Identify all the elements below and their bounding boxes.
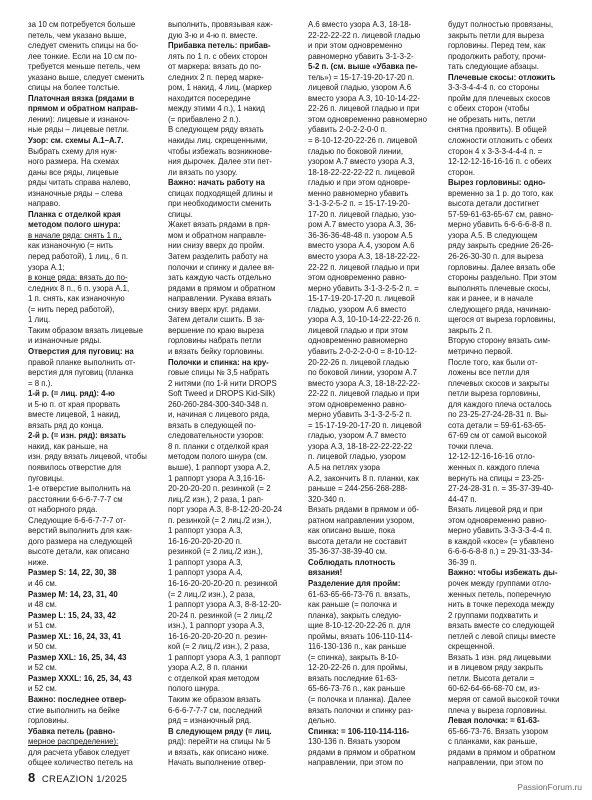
text-line: (= полочка и планка). Далее	[308, 695, 411, 704]
text-line: по 23-25-27-24-28-31 п. Вы-	[448, 410, 549, 420]
text-line: (= спинка), закрыть 8-10-	[308, 652, 399, 662]
text-line: 22-22-22-22 п. лицевой гладью	[308, 30, 421, 40]
text-line: 12-12-12-16-16-16 п. с обеих	[448, 157, 552, 167]
text-line: спицы.	[168, 209, 193, 219]
text-line: Размер XXXL: 16, 25, 34, 43	[28, 673, 132, 683]
text-line: рочек между группами отло-	[448, 578, 552, 588]
text-line: 3-1-3-2-5-2 п. = 15-17-19-20-	[308, 199, 411, 209]
text-line: требуется меньше петель, чем	[28, 62, 141, 72]
text-line: как раньше (= полочка и	[308, 600, 397, 610]
text-line: выше), 1 раппорт узора А.2,	[168, 462, 271, 472]
text-line: узора А.3, 18-18-22-22-22-22	[308, 441, 413, 451]
text-line: п. резинкой (= 2 лиц./2 изн.),	[168, 515, 272, 525]
text-line: для каждого плеча осталось	[448, 399, 552, 409]
text-line: горловины. Далее вязать обе	[448, 262, 556, 272]
text-line: 2 группами подхватить и	[448, 610, 538, 620]
text-line: Убавка петель (равно-	[28, 726, 116, 736]
text-line: вязать ряд до конца.	[28, 420, 104, 430]
text-line: Затем разделить работу на	[168, 252, 268, 262]
text-line: мерно убавить 3-1-3-2-5-2 п.	[308, 410, 412, 420]
text-line: в начале ряда: снять 1 п.,	[28, 230, 122, 240]
text-line: 22-22 п. лицевой гладью и при	[308, 389, 420, 399]
text-line: и 51 см.	[28, 621, 57, 631]
text-line: и при этом одновременно	[308, 41, 403, 51]
text-line: менно равномерно убавить	[308, 188, 409, 198]
text-line: узора А.1;	[28, 262, 65, 272]
text-line: 15-17-19-20-17-20 п. лицевой	[308, 294, 415, 304]
text-line: горловины набрать петли	[168, 336, 262, 346]
text-line: чтобы избежать возникнове-	[168, 146, 272, 156]
text-line: лее тонкие. Если на 10 см по-	[28, 51, 137, 61]
text-line: ложены все петли для	[448, 368, 530, 378]
text-line: вязания!	[308, 568, 343, 578]
text-line: ром, 1 накид, 4 лиц. (маркер	[168, 83, 272, 93]
text-line: Размер XXL: 16, 25, 34, 43	[28, 652, 127, 662]
text-line: 2 нитями (по 1-й нити DROPS	[168, 378, 277, 388]
text-line: 1-е отверстие выполнить на	[28, 484, 131, 494]
text-line: верстия для пуговиц (планка	[28, 368, 134, 378]
text-line: Важно: чтобы избежать ды-	[448, 568, 558, 578]
text-line: плеча у выреза горловины.	[448, 705, 548, 715]
text-line: узора А.3, 10-10-14-22-22-26 п.	[308, 315, 421, 325]
text-line: сота детали = 59-61-63-65-	[448, 420, 547, 430]
text-line: и 52 см.	[28, 684, 57, 694]
text-line: ряду закрыть средние 26-26-	[448, 241, 554, 251]
text-line: в каждой «косе» (= убавлено	[448, 536, 554, 546]
text-line: накиды лиц. скрещенными,	[168, 136, 268, 146]
text-line: дую 3-ю и 4-ю п. вместе.	[168, 30, 258, 40]
text-line: щие 8-10-12-20-22-26 п. для	[308, 621, 411, 631]
text-line: петлей с левой спицы вместе	[448, 631, 556, 641]
text-line: = 8-10-12-20-22-26 п. лицевой	[308, 136, 418, 146]
text-line: ратном направлении узором,	[308, 515, 415, 525]
text-line: 16-16-20-20-20-20 п. резин-	[168, 631, 268, 641]
text-line: Прибавка петель: прибав-	[168, 41, 271, 51]
text-line: правой планке выполнить от-	[28, 357, 136, 367]
text-line: женных петель, поперечную	[448, 589, 551, 599]
text-line: направлении. Рукава вязать	[168, 294, 272, 304]
text-line: закрыть петли для выреза	[448, 30, 545, 40]
text-line: А.2, закончить 8 п. планки, как	[308, 473, 419, 483]
text-line: изн.), 1 раппорт узора А.3,	[168, 621, 265, 631]
text-line: Планка с отделкой края	[28, 209, 121, 219]
text-line: 16-16-20-20-20-20 п. резинкой	[168, 578, 278, 588]
text-line: с планками, как раньше,	[448, 737, 538, 747]
text-line: как изнаночную (= нить	[28, 241, 113, 251]
text-line: 1 раппорт узора А.3,	[168, 526, 243, 536]
text-line: Жакет вязать рядами в пря-	[168, 220, 271, 230]
text-line: точки плеча.	[448, 441, 494, 451]
text-line: = 8 п.).	[28, 378, 53, 388]
text-line: зать каждую часть отдельно	[168, 273, 272, 283]
column-3	[308, 20, 436, 768]
text-line: снятна проявить). В общей	[448, 125, 547, 135]
text-line: пройм для плечевых скосов	[448, 93, 551, 103]
text-line: сторон 4 х 3-3-3-4-4-4 п. =	[448, 146, 543, 156]
text-line: 57-59-61-63-65-67 см, равно-	[448, 209, 554, 219]
text-line: продолжить работу, прочи-	[448, 51, 547, 61]
text-line: Таким образом вязать лицевые	[28, 325, 143, 335]
text-line: 1 раппорт узора А.3, 1 раппорт	[168, 652, 281, 662]
text-line: расстоянии 6-6-6-7-7-7 см	[28, 494, 123, 504]
text-line: изнаночные ряды – слева	[28, 188, 123, 198]
text-line: кой (= 2 лиц./2 изн.), 2 раза,	[168, 642, 270, 652]
text-line: 27-24-28-31 п. = 35-37-39-40-	[448, 484, 554, 494]
text-line: После того, как были от-	[448, 357, 538, 367]
text-line: горловины.	[28, 716, 69, 726]
text-line: 20-24 п. резинкой (= 2 лиц./2	[168, 610, 273, 620]
text-line: и 50 см.	[28, 642, 57, 652]
text-line: Вязать 1 изн. ряд лицевыми	[448, 652, 551, 662]
text-line: и изнаночные ряды.	[28, 336, 102, 346]
text-line: А.5 на петлях узора	[308, 462, 381, 472]
text-line: 26-26-30-30 п. для выреза	[448, 252, 544, 262]
text-line: лять по 1 п. с обеих сторон	[168, 51, 268, 61]
column-1	[28, 20, 156, 768]
text-line: этом одновременно равномерно	[308, 114, 427, 124]
text-line: направлении, при этом по	[448, 758, 544, 768]
text-line: гладью и при этом одновре-	[308, 178, 411, 188]
text-line: 3-3-3-4-4-4 п. со стороны	[448, 83, 540, 93]
text-line: говые спицы № 3,5 набрать	[168, 368, 270, 378]
text-line: Разделение для пройм:	[308, 578, 401, 588]
text-line: Размер M: 14, 23, 31, 40	[28, 589, 118, 599]
text-line: накид, как раньше, на	[28, 441, 108, 451]
text-line: 20-22-26 п. лицевой гладью	[308, 357, 410, 367]
column-2	[168, 20, 296, 768]
text-line: Размер XL: 16, 24, 33, 41	[28, 631, 122, 641]
text-line: тель») = 15-17-19-20-17-20 п.	[308, 72, 415, 82]
text-line: 65-66-73-76. Вязать узором	[448, 726, 549, 736]
text-line: проймы, вязать 106-110-114-	[308, 631, 413, 641]
text-line: при необходимости сменить	[168, 199, 272, 209]
text-line: скрещенной.	[448, 642, 495, 652]
text-line: гладью по боковой линии,	[308, 146, 404, 156]
text-line: резинкой (= 2 лиц./2 изн.),	[168, 547, 263, 557]
text-line: вязать последние 61-63-	[308, 673, 398, 683]
text-line: рядами в прямом и обратном	[308, 747, 416, 757]
text-line: Затем детали сшить. В за-	[168, 315, 265, 325]
text-line: 17-20 п. лицевой гладью, узо-	[308, 209, 417, 219]
text-line: следних 2 п. перед марке-	[168, 72, 264, 82]
page-footer	[28, 772, 127, 786]
text-line: Соблюдать плотность	[308, 557, 396, 567]
text-line: лицевой гладью, узором А.6	[308, 83, 412, 93]
text-columns	[28, 20, 576, 768]
text-line: 2-й р. (= изн. ряд): вязать	[28, 431, 127, 441]
text-line: Размер L: 15, 24, 33, 42	[28, 610, 116, 620]
text-line: находится посередине	[168, 93, 251, 103]
text-line: равномерно убавить 3-1-3-2-	[308, 51, 414, 61]
text-line: сторон.	[448, 167, 476, 177]
text-line: А.6 вместо узора А.3, 18-18-	[308, 20, 412, 29]
text-line: 12-20-22-26 п. для проймы,	[308, 663, 408, 673]
text-line: нить в точке перехода между	[448, 600, 555, 610]
text-line: выполнить, провязывая каж-	[168, 20, 273, 29]
text-line: спицах подходящей длины и	[168, 188, 273, 198]
text-line: вместо узора А.3, 18-18-22-22-	[308, 378, 420, 388]
text-line: 320-340 п.	[308, 494, 346, 504]
text-line: ряд): перейти на спицы № 5	[168, 737, 271, 747]
text-line: рядами в прямом и обратном	[168, 283, 276, 293]
text-line: вместо узора А.3, 18-18-22-22-	[308, 252, 420, 262]
text-line: этом одновременно равно-	[308, 273, 407, 283]
text-line: 6-6-6-6-8-8 п.) = 29-31-33-34-	[448, 547, 553, 557]
text-line: 1 раппорт узора А.4,	[168, 568, 243, 578]
text-line: 12-12-12-16-16-16 отло-	[448, 452, 535, 462]
text-line: нии снизу вверх до пройм.	[168, 241, 265, 251]
text-line: 67-69 см от самой высокой	[448, 431, 547, 441]
text-line: методом полого шнура:	[28, 220, 121, 230]
text-line: высоте детали, как описано	[28, 547, 130, 557]
text-line: ряд = изнаночный ряд.	[168, 716, 252, 726]
text-line: гладью, узором А.6 вместо	[308, 304, 407, 314]
text-line: 18-18-22-22-22-22 п. лицевой	[308, 167, 415, 177]
text-line: вершение по краю выреза	[168, 325, 265, 335]
text-line: этом одновременно равно-	[448, 515, 547, 525]
text-line: = 15-17-19-20-17-20 п. лицевой	[308, 420, 422, 430]
magazine-issue: CREAZION 1/2025	[41, 774, 128, 785]
text-line: временно за 1 р. до того, как	[448, 188, 554, 198]
text-line: ния дырочек. Далее эти пет-	[168, 157, 272, 167]
text-line: перед работой), 1 лиц., 6 п.	[28, 252, 129, 262]
text-line: и вязать, как описано ниже.	[168, 747, 269, 757]
text-line: рядами в прямом и обратном	[448, 747, 556, 757]
text-line: 16-16-20-20-20-20 п.	[168, 536, 243, 546]
text-line: Таким же образом вязать	[168, 695, 261, 704]
column-4	[448, 20, 576, 768]
text-line: снизу вверх круг. рядами.	[168, 304, 261, 314]
text-line: закрыть 2 п.	[448, 325, 493, 335]
text-line: В следующем ряду (= лиц.	[168, 726, 272, 736]
text-line: высота детали не составит	[308, 536, 407, 546]
text-line: общее количество петель на	[28, 758, 133, 768]
text-line: меряя от самой высокой точки	[448, 695, 560, 704]
text-line: (= прибавлено 2 п.).	[168, 114, 241, 124]
text-line: Отверстия для пуговиц: на	[28, 346, 134, 356]
text-line: (= 2 лиц./2 изн.), 2 раза,	[168, 589, 256, 599]
text-line: ниже.	[28, 557, 49, 567]
text-line: 35-36-37-38-39-40 см.	[308, 547, 388, 557]
text-line: 1 раппорт узора А.3,16-16-	[168, 473, 266, 483]
text-line: Вторую сторону вязать сим-	[448, 336, 551, 346]
text-line: порт узора А.3, 8-8-12-20-20-24	[168, 505, 283, 515]
text-line: от маркера: вязать до по-	[168, 62, 262, 72]
text-line: женных п. каждого плеча	[448, 462, 540, 472]
text-line: 65-66-73-76 п., как раньше	[308, 684, 406, 694]
text-line: вязать вместе со следующей	[448, 621, 555, 631]
text-line: спицы на более толстые.	[28, 83, 120, 93]
text-line: методом полого шнура (см.	[168, 452, 268, 462]
text-line: стие выполнить на бейке	[28, 705, 120, 715]
text-line: 36-36-36-48-48 п. узором А.5	[308, 230, 413, 240]
text-line: пуговицы.	[28, 473, 65, 483]
text-line: дельно.	[308, 716, 337, 726]
text-line: верстий выполнить для каж-	[28, 526, 133, 536]
text-line: высота детали достигнет	[448, 199, 540, 209]
text-line: горловины. Перед тем, как	[448, 41, 546, 51]
text-line: Выбрать схему для нуж-	[28, 146, 118, 156]
text-line: лиц./2 изн.), 2 раза, 1 рап-	[168, 494, 264, 504]
text-line: как и ранее, и в начале	[448, 294, 534, 304]
text-line: Следующие 6-6-6-7-7-7 от-	[28, 515, 126, 525]
text-line: вязать полочки и спинку раз-	[308, 705, 414, 715]
text-line: следует сменить спицы на бо-	[28, 41, 139, 51]
text-line: вязать в следующей по-	[168, 420, 256, 430]
text-line: и 5-ю п. от края прорвать	[28, 399, 121, 409]
text-line: узора А.2, 8 п. планки	[168, 663, 248, 673]
text-line: как описано выше, пока	[308, 526, 396, 536]
text-line: дого размера на следующей	[28, 536, 133, 546]
text-line: даны все ряды, лицевые	[28, 167, 119, 177]
text-line: петли. Высота детали =	[448, 673, 535, 683]
text-line: 260-260-284-300-340-348 п.	[168, 399, 269, 409]
text-line: будут полностью провязаны,	[448, 20, 554, 29]
text-line: 1 лиц.	[28, 315, 51, 325]
text-line: и 48 см.	[28, 600, 57, 610]
text-line: 36-39 п.	[448, 557, 477, 567]
text-line: лении): лицевые и изнаноч-	[28, 114, 130, 124]
text-line: мерное распределение):	[28, 737, 119, 747]
text-line: планка), закрыть следую-	[308, 610, 402, 620]
text-line: 1 п. снять, как изнаночную	[28, 294, 125, 304]
text-line: Платочная вязка (рядами в прямом и обратном направ-	[28, 93, 138, 114]
text-line: направо.	[28, 199, 61, 209]
text-line: гладью, узором А.7 вместо	[308, 431, 407, 441]
text-line: для расчета убавок следует	[28, 747, 130, 757]
text-line: полочки и спинку и далее вя-	[168, 262, 275, 272]
text-line: п. лицевой гладью, узором	[308, 452, 406, 462]
text-line: вернуть на спицы = 23-25-	[448, 473, 545, 483]
text-line: 1 раппорт узора А.3, 8-8-12-20-	[168, 600, 282, 610]
text-line: метрично первой.	[448, 346, 513, 356]
text-line: петель, чем указано выше,	[28, 30, 127, 40]
text-line: ные ряды – лицевые петли.	[28, 125, 129, 135]
site-watermark: PassionForum.ru	[517, 782, 582, 792]
text-line: Спинка: = 106-110-114-116-	[308, 726, 410, 736]
text-line: узора А.5. В следующем	[448, 230, 538, 240]
text-line: Плечевые скосы: отложить	[448, 72, 556, 82]
text-line: ром А.7 вместо узора А.3, 36-	[308, 220, 417, 230]
text-line: убавить 2-0-2-2-0-0 = 8-10-12-	[308, 346, 417, 356]
text-line: Начать выполнение отвер-	[168, 758, 266, 768]
text-line: 22-26 п. лицевой гладью и при	[308, 104, 420, 114]
text-line: изн. ряду вязать лицевой, чтобы	[28, 452, 147, 462]
text-line: стороны раздельно. При этом	[448, 273, 557, 283]
text-line: петли выреза горловины,	[448, 389, 541, 399]
text-line: Левая полочка: = 61-63-	[448, 716, 540, 726]
text-line: этом одновременно равно-	[308, 399, 407, 409]
text-line: лицевой гладью и при этом	[308, 325, 408, 335]
text-line: Размер S: 14, 22, 30, 38	[28, 568, 117, 578]
text-line: не обрезать нить, петли	[448, 114, 536, 124]
text-line: следовательности узоров:	[168, 431, 264, 441]
text-line: с отделкой края методом	[168, 673, 260, 683]
text-line: Важно: начать работу на	[168, 178, 265, 188]
text-line: Узор: см. схемы А.1–А.7.	[28, 136, 124, 146]
text-line: одновременно равномерно	[308, 336, 408, 346]
text-line: следующего ряда, начинаю-	[448, 304, 552, 314]
text-line: плечевых скосов и закрыты	[448, 378, 549, 388]
text-line: с обеих сторон (чтобы	[448, 104, 530, 114]
text-line: 130-136 п. Вязать узором	[308, 737, 401, 747]
text-line: появилось отверстие для	[28, 462, 122, 472]
text-line: ли вязать по узору.	[168, 167, 238, 177]
text-line: между этими 4 п.), 1 накид	[168, 104, 265, 114]
text-line: 60-62-64-66-68-70 см, из-	[448, 684, 540, 694]
text-line: В следующем ряду вязать	[168, 125, 264, 135]
text-line: 1 раппорт узора А.3,	[168, 557, 243, 567]
text-line: тать следующие абзацы.	[448, 62, 539, 72]
text-line: раньше = 244-256-268-288-	[308, 484, 408, 494]
text-line: узором А.7 вместо узора А.3,	[308, 157, 415, 167]
text-line: за 10 см потребуется больше	[28, 20, 136, 29]
text-line: мерно убавить 3-1-3-2-5-2 п. =	[308, 283, 419, 293]
text-line: 20-20-20-20 п. резинкой (= 2	[168, 484, 271, 494]
text-line: щегося от выреза горловины,	[448, 315, 556, 325]
text-line: ряды читать справа налево,	[28, 178, 131, 188]
text-line: сложности отложить с обеих	[448, 136, 553, 146]
text-line: мерно убавить 6-6-6-6-8-8 п.	[448, 220, 552, 230]
text-line: направлении, при этом по	[308, 758, 404, 768]
text-line: и 52 см.	[28, 663, 57, 673]
text-line: мерно убавить 3-3-3-3-4-4 п.	[448, 526, 552, 536]
text-line: полого шнура.	[168, 684, 221, 694]
text-line: 116-130-136 п., как раньше	[308, 642, 407, 652]
text-line: 22-22 п. лицевой гладью и при	[308, 262, 420, 272]
text-line: мом и обратном направле-	[168, 230, 267, 240]
text-line: Полочки и спинка: на кру-	[168, 357, 269, 367]
text-line: в конце ряда: вязать до по-	[28, 273, 128, 283]
text-line: вместо узора А.3, 10-10-14-22-	[308, 93, 420, 103]
text-line: Вырез горловины: одно-	[448, 178, 546, 188]
text-line: выполнять плечевые скосы,	[448, 283, 551, 293]
text-line: вместо узора А.4, узором А.6	[308, 241, 415, 251]
text-line: Вязать рядами в прямом и об-	[308, 505, 419, 515]
page-number: 8	[28, 770, 36, 785]
text-line: 5-2 п. (см. выше «Убавка пе-	[308, 62, 418, 72]
text-line: (= нить перед работой),	[28, 304, 115, 314]
text-line: от наборного ряда.	[28, 505, 98, 515]
text-line: 1-й р. (= лиц. ряд): 4-ю	[28, 389, 115, 399]
text-line: убавить 2-0-2-2-0-0 п.	[308, 125, 387, 135]
text-line: указано выше, следует сменить	[28, 72, 145, 82]
text-line: и 46 см.	[28, 578, 57, 588]
text-line: и вязать бейку горловины.	[168, 346, 265, 356]
text-line: Soft Tweed и DROPS Kid-Silk)	[168, 389, 276, 399]
text-line: и, начиная с лицевого ряда,	[168, 410, 270, 420]
text-line: 8 п. планки с отделкой края	[168, 441, 269, 451]
text-line: Важно: последнее отвер-	[28, 695, 127, 704]
text-line: 6-6-6-7-7-7 см, последний	[168, 705, 263, 715]
text-line: по боковой линии, узором А.7	[308, 368, 417, 378]
text-line: и в лицевом ряду закрыть	[448, 663, 543, 673]
text-line: следних 8 п., 6 п. узора А.1,	[28, 283, 130, 293]
text-line: вместе лицевой, 1 накид,	[28, 410, 121, 420]
text-line: Вязать лицевой ряд и при	[448, 505, 543, 515]
text-line: 61-63-65-66-73-76 п. вязать,	[308, 589, 411, 599]
text-line: ного размера. На схемах	[28, 157, 119, 167]
text-line: 44-47 п.	[448, 494, 477, 504]
